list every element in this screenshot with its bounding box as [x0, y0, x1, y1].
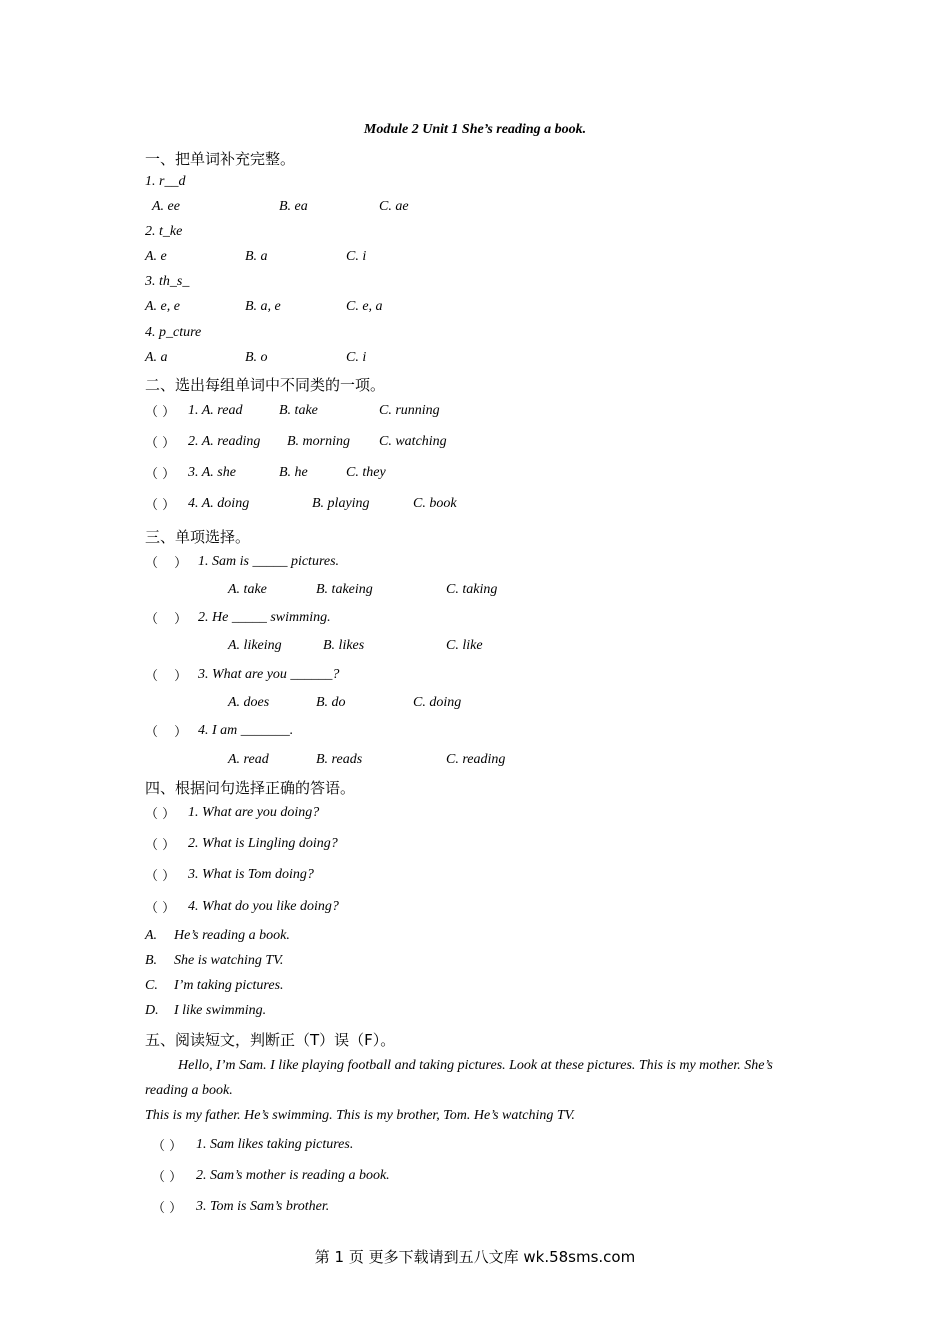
s4-answer-text: I like swimming.: [174, 1003, 267, 1018]
answer-blank: （ ）: [145, 612, 194, 627]
section-2-heading: 二、选出每组单词中不同类的一项。: [145, 376, 386, 394]
s3-item-4-question: 4. I am _______.: [198, 723, 294, 738]
s3-item-3-a: A. does: [228, 695, 270, 710]
s1-q3-option-b: B. a, e: [245, 299, 281, 314]
s2-item-1-c: C. running: [379, 403, 440, 418]
s3-item-1-b: B. takeing: [316, 582, 373, 597]
s4-answer-letter: A.: [145, 928, 158, 943]
s1-question-1: 1. r__d: [145, 174, 186, 189]
page-title: Module 2 Unit 1 She’s reading a book.: [363, 122, 587, 137]
s3-item-3-c: C. doing: [413, 695, 462, 710]
s1-question-4: 4. p_cture: [145, 325, 202, 340]
s5-statement-3: 3. Tom is Sam’s brother.: [196, 1199, 330, 1214]
section-3-heading: 三、单项选择。: [145, 528, 251, 546]
s2-item-3-a: 3. A. she: [188, 465, 236, 480]
s1-question-2: 2. t_ke: [145, 224, 183, 239]
answer-blank: （ ）: [152, 1170, 183, 1185]
s2-item-1-b: B. take: [279, 403, 318, 418]
s3-item-2-c: C. like: [446, 638, 483, 653]
s3-item-1-a: A. take: [228, 582, 267, 597]
s3-item-1-c: C. taking: [446, 582, 498, 597]
s3-item-3-question: 3. What are you ______?: [198, 667, 340, 682]
answer-blank: （ ）: [145, 869, 176, 884]
s1-question-3: 3. th_s_: [145, 274, 190, 289]
s4-answer-letter: B.: [145, 953, 158, 968]
s2-item-4-c: C. book: [413, 496, 457, 511]
s2-item-2-a: 2. A. reading: [188, 434, 261, 449]
s4-answer-text: He’s reading a book.: [174, 928, 290, 943]
s4-question-4: 4. What do you like doing?: [188, 899, 339, 914]
s1-q1-option-a: A. ee: [152, 199, 180, 214]
s1-q1-option-b: B. ea: [279, 199, 308, 214]
s4-question-3: 3. What is Tom doing?: [188, 867, 314, 882]
s4-question-1: 1. What are you doing?: [188, 805, 320, 820]
answer-blank: （ ）: [152, 1139, 183, 1154]
s1-q1-option-c: C. ae: [379, 199, 409, 214]
s2-item-4-a: 4. A. doing: [188, 496, 250, 511]
s3-item-3-b: B. do: [316, 695, 346, 710]
s4-answer-text: She is watching TV.: [174, 953, 284, 968]
s1-q3-option-c: C. e, a: [346, 299, 383, 314]
s2-item-3-c: C. they: [346, 465, 386, 480]
answer-blank: （ ）: [145, 725, 194, 740]
s4-question-2: 2. What is Lingling doing?: [188, 836, 338, 851]
answer-blank: （ ）: [145, 901, 176, 916]
answer-blank: （ ）: [145, 838, 176, 853]
s2-item-3-b: B. he: [279, 465, 308, 480]
s4-answer-letter: C.: [145, 978, 158, 993]
reading-passage-paragraph-2: This is my father. He’s swimming. This is my brother, Tom. He’s watching TV.: [145, 1108, 575, 1123]
s4-answer-text: I’m taking pictures.: [174, 978, 284, 993]
s3-item-4-c: C. reading: [446, 752, 506, 767]
answer-blank: （ ）: [145, 807, 176, 822]
s5-statement-1: 1. Sam likes taking pictures.: [196, 1137, 354, 1152]
answer-blank: （ ）: [152, 1201, 183, 1216]
answer-blank: （ ）: [145, 498, 176, 513]
s3-item-2-question: 2. He _____ swimming.: [198, 610, 331, 625]
s1-q3-option-a: A. e, e: [145, 299, 180, 314]
s1-q4-option-a: A. a: [145, 350, 168, 365]
answer-blank: （ ）: [145, 405, 176, 420]
section-5-heading: 五、阅读短文，判断正（T）误（F）。: [145, 1031, 396, 1049]
s3-item-4-b: B. reads: [316, 752, 363, 767]
s3-item-2-b: B. likes: [323, 638, 365, 653]
answer-blank: （ ）: [145, 467, 176, 482]
s1-q2-option-a: A. e: [145, 249, 167, 264]
section-1-heading: 一、把单词补充完整。: [145, 150, 296, 168]
s3-item-2-a: A. likeing: [228, 638, 282, 653]
answer-blank: （ ）: [145, 669, 194, 684]
s2-item-1-a: 1. A. read: [188, 403, 243, 418]
s1-q2-option-c: C. i: [346, 249, 367, 264]
s5-statement-2: 2. Sam’s mother is reading a book.: [196, 1168, 390, 1183]
page-footer: 第 1 页 更多下载请到五八文库 wk.58sms.com: [314, 1248, 636, 1266]
section-4-heading: 四、根据问句选择正确的答语。: [145, 779, 356, 797]
s3-item-4-a: A. read: [228, 752, 269, 767]
s2-item-4-b: B. playing: [312, 496, 370, 511]
answer-blank: （ ）: [145, 436, 176, 451]
reading-passage-paragraph-1: Hello, I’m Sam. I like playing football and taking pictures. Look at these pictures. This is my mother. She’s reading a book.: [145, 1058, 773, 1098]
s1-q4-option-b: B. o: [245, 350, 268, 365]
s2-item-2-b: B. morning: [287, 434, 350, 449]
s2-item-2-c: C. watching: [379, 434, 447, 449]
s1-q4-option-c: C. i: [346, 350, 367, 365]
s3-item-1-question: 1. Sam is _____ pictures.: [198, 554, 340, 569]
s1-q2-option-b: B. a: [245, 249, 268, 264]
answer-blank: （ ）: [145, 556, 194, 571]
s4-answer-letter: D.: [145, 1003, 159, 1018]
